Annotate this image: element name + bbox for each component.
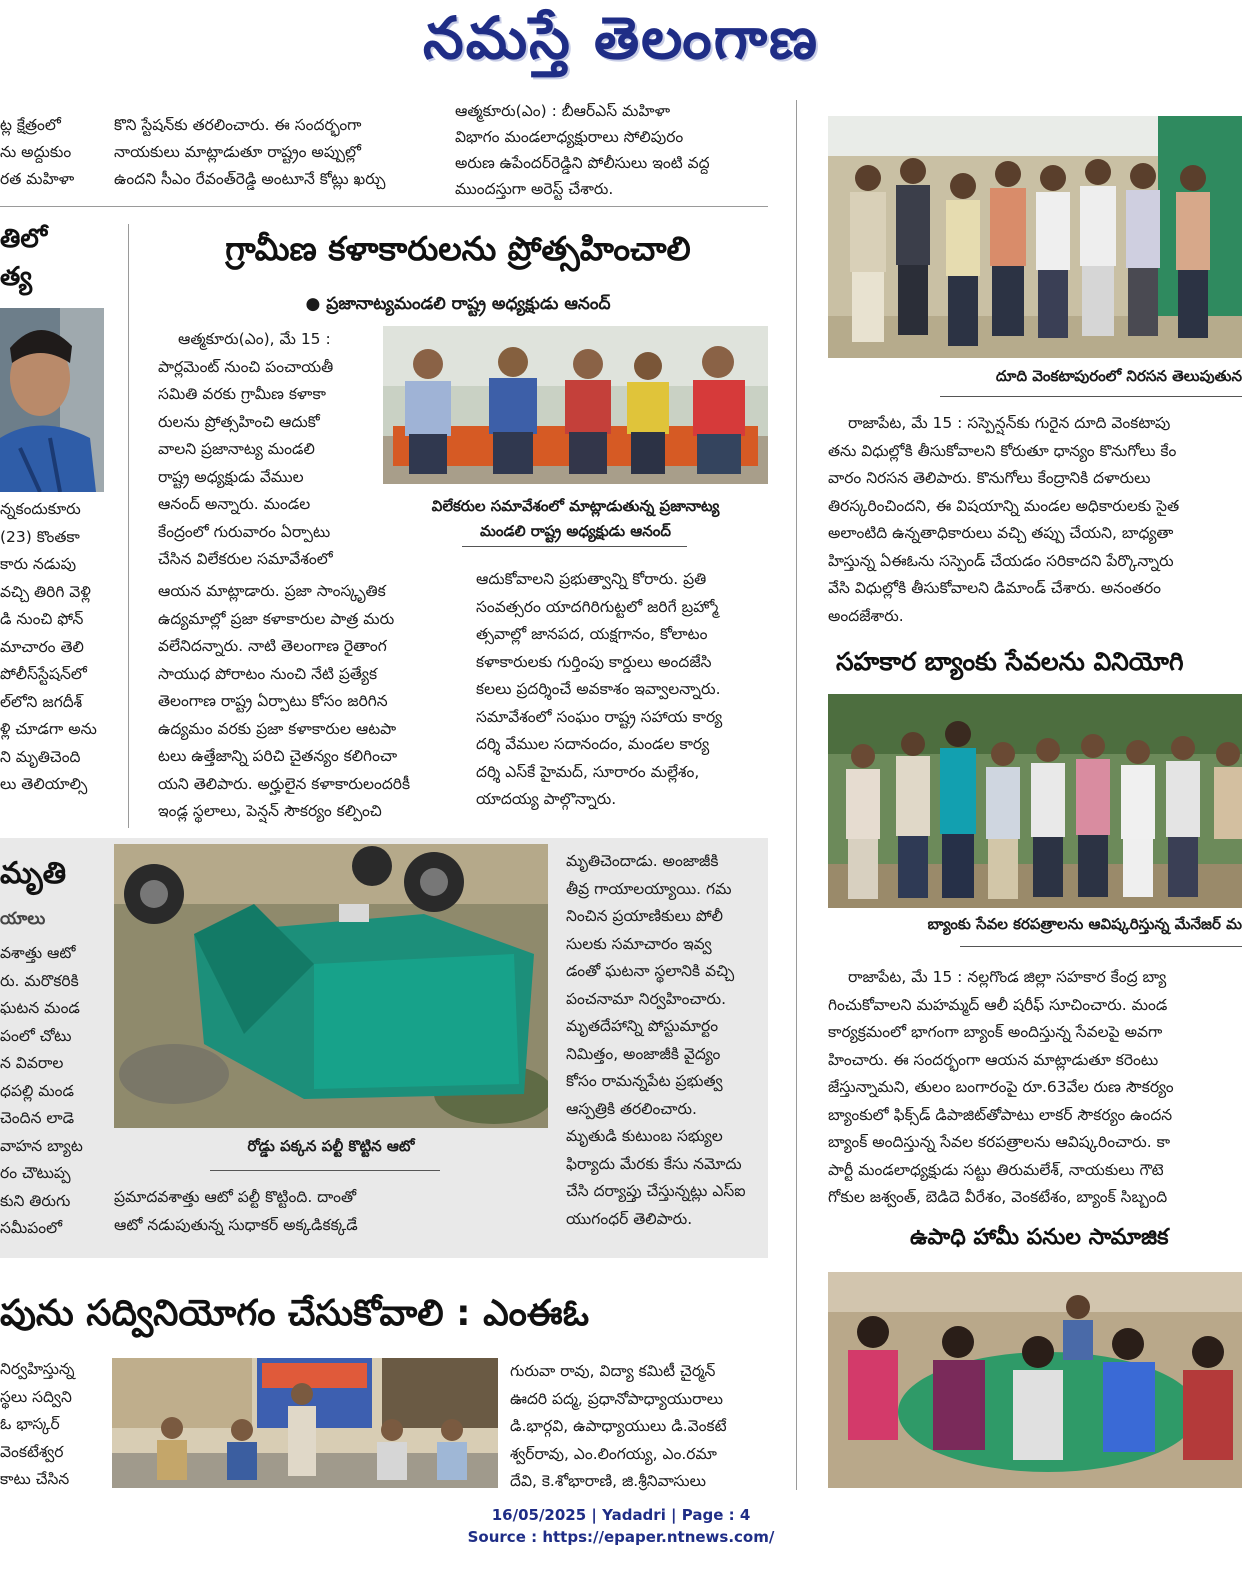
meo-photo-image — [112, 1358, 498, 1488]
text-line: సాయుధ పోరాటం నుంచి నేటి ప్రత్యేక — [158, 664, 378, 683]
left-edge-body — [0, 496, 104, 806]
text-line: ఆదుకోవాలని ప్రభుత్వాన్ని కోరారు. ప్రతి — [476, 570, 707, 588]
text-line: తిరస్కరించిందని, ఈ విషయాన్ని మండల అధికారులకు సైత — [828, 496, 1180, 515]
text-line: ళ్లి చూడగా అను — [0, 720, 97, 738]
meo-photo — [112, 1358, 498, 1488]
text-line: గురువా రావు, విద్యా కమిటీ చైర్మన్ — [510, 1362, 716, 1380]
text-line: అలాంటిది ఉన్నతాధికారులు వచ్చి తప్పు చేయని, బాధ్యతా — [828, 524, 1174, 542]
text-line: దర్శి ఎస్‌కే హైమద్, సూరారం మల్లేశం, — [476, 762, 700, 781]
bank-photo-image — [828, 694, 1242, 908]
text-line: వాలని ప్రజానాట్య మండలి — [158, 440, 315, 458]
column-rule — [796, 100, 797, 1490]
text-line: విభాగం మండలాధ్యక్షురాలు సోలిపురం — [455, 128, 684, 146]
text-line: చేసి దర్యాప్తు చేస్తున్నట్లు ఎస్ఐ — [566, 1182, 746, 1200]
text-line: హించారు. ఈ సందర్భంగా ఆయన మాట్లాడుతూ కరెంటు — [828, 1050, 1159, 1069]
artists-photo-caption — [383, 494, 768, 544]
text-line: మృతుడి కుటుంబ సభ్యుల — [566, 1127, 723, 1145]
accident-subhead: యాలు — [0, 909, 46, 929]
top-strip-right — [455, 98, 767, 202]
text-line: రత మహిళా — [0, 170, 75, 188]
caption-rule — [940, 396, 1242, 397]
text-line: త్సవాల్లో జానపద, యక్షగానం, కోలాటం — [476, 625, 708, 643]
text-line: గించుకోవాలని మహమ్మద్ ఆలీ షరీఫ్ సూచించారు. మండ — [828, 995, 1168, 1014]
text-line: పంచనామా నిర్వహించారు. — [566, 989, 727, 1008]
footer-edition: 16/05/2025 | Yadadri | Page : 4 — [491, 1506, 751, 1524]
text-line: ని మృతిచెంది — [0, 747, 81, 766]
text-line: వేసి విధుల్లోకి తీసుకోవాలని డిమాండ్ చేశారు. అనంతరం — [828, 579, 1162, 597]
text-line: ను అద్దుకుం — [0, 143, 72, 161]
text-line: ఆత్మకూరు(ఎం), మే 15 : — [178, 330, 331, 348]
text-line: చెందిన లాడె — [0, 1109, 75, 1127]
text-line: వచ్చి తిరిగి వెళ్లి — [0, 582, 91, 601]
text-line: ఉద్యమాల్లో ప్రజా కళాకారుల పాత్ర మరు — [158, 609, 395, 628]
accident-right-body — [566, 848, 758, 1244]
text-line: ఇండ్ల స్థలాలు, పెన్షన్ సౌకర్యం కల్పించి — [158, 802, 382, 820]
text-line: తెలంగాణ రాష్ట్ర ఏర్పాటు కోసం జరిగిన — [158, 692, 388, 710]
text-line: బ్యాంక్ అందిస్తున్న సేవల కరపత్రాలను ఆవిష్కరించారు. కా — [828, 1133, 1171, 1151]
headline-line: తిలో — [0, 224, 48, 254]
top-strip-middle — [114, 112, 434, 196]
accident-photo-image — [114, 844, 548, 1128]
text-line: డంతో ఘటనా స్థలానికి వచ్చి — [566, 962, 735, 980]
protest-caption: దూది వెంకటాపురంలో నిరసన తెలుపుతున — [995, 367, 1242, 385]
text-line: తీవ్ర గాయాలయ్యాయి. గమ — [566, 879, 732, 898]
text-line: హిస్తున్న ఏఈఓను సస్పెండ్ చేయడం సరికాదని పేర్కొన్నారు — [828, 551, 1174, 570]
text-line: సమీపంలో — [0, 1219, 63, 1237]
text-line: పోలీస్‌స్టేషన్‌లో — [0, 665, 87, 683]
text-line: కోసం రామన్నపేట ప్రభుత్వ — [566, 1072, 723, 1090]
text-line: ఘటన మండ — [0, 999, 80, 1017]
accident-headline: మృతి — [0, 856, 67, 891]
text-line: యాదయ్య పాల్గొన్నారు. — [476, 790, 617, 808]
top-strip-left — [0, 112, 92, 196]
left-edge-headline — [0, 220, 100, 300]
accident-photo — [114, 844, 548, 1128]
artists-photo — [383, 326, 768, 484]
text-line: సంవత్సరం యాదగిరిగుట్టలో జరిగే బ్రహ్మో — [476, 597, 719, 616]
accident-photo-caption: రోడ్డు పక్కన పల్టీ కొట్టిన ఆటో — [247, 1137, 415, 1155]
text-line: పార్లమెంట్ నుంచి పంచాయతీ — [158, 357, 334, 376]
text-line: సమితి వరకు గ్రామీణ కళాకా — [158, 385, 326, 403]
text-line: వాహన బ్యాట — [0, 1136, 83, 1155]
text-line: వారం నిరసన తెలిపారు. కొనుగోలు కేంద్రానికి దళారులు — [828, 469, 1151, 487]
text-line: ఆయన మాట్లాడారు. ప్రజా సాంస్కృతిక — [158, 582, 386, 600]
text-line: (23) కొంతకా — [0, 527, 80, 546]
bullet-icon: ● — [305, 294, 327, 314]
caption-rule — [462, 546, 687, 547]
caption-line: విలేకరుల సమావేశంలో మాట్లాడుతున్న ప్రజానాట్య — [431, 497, 720, 515]
column-rule — [128, 224, 129, 828]
bank-body — [828, 964, 1242, 1214]
masthead — [0, 0, 1242, 100]
text-line: బ్యాంకులో ఫిక్స్‌డ్ డిపాజిట్‌తోపాటు లాకర్ సౌకర్యం ఉందన — [828, 1105, 1173, 1124]
text-line: కార్యక్రమంలో భాగంగా బ్యాంక్ అందిస్తున్న సేవలపై అవగా — [828, 1023, 1163, 1041]
protest-photo — [828, 116, 1242, 358]
text-line: ఆత్మకూరు(ఎం) : బీఆర్ఎస్ మహిళా — [455, 102, 671, 120]
accident-left-body — [0, 940, 92, 1246]
text-line: ల్‌లోని జగదీశ్ — [0, 692, 83, 711]
text-line: వెంకటేశ్వర — [0, 1442, 64, 1461]
text-line: ఉందని సీఎం రేవంత్‌రెడ్డి అంటూనే కోట్లు ఖర్చు — [114, 170, 386, 188]
text-line: డి నుంచి ఫోన్ — [0, 610, 84, 628]
text-line: పార్టీ మండలాధ్యక్షుడు సట్టు తిరుమలేశ్, నాయకులు గౌటె — [828, 1160, 1164, 1179]
text-line: మృతిచెందాడు. అంజాజీకి — [566, 852, 719, 870]
text-line: దర్శి వేముల సదానందం, మండల కార్య — [476, 735, 710, 753]
text-line: రాష్ట్ర అధ్యక్షుడు వేముల — [158, 467, 304, 486]
text-line: పంలో చోటు — [0, 1026, 72, 1045]
text-line: రాజాపేట, మే 15 : నల్లగొండ జిల్లా సహకార కేంద్ర బ్యా — [848, 968, 1167, 986]
protest-body — [828, 410, 1242, 632]
upadhi-headline: ఉపాధి హామీ పనుల సామాజిక — [910, 1225, 1169, 1250]
text-line: కాటు చేసిన — [0, 1470, 70, 1488]
text-line: న వివరాల — [0, 1054, 64, 1072]
masthead-logo: నమస్తే తెలంగాణ — [423, 4, 819, 72]
text-line: న్నకందుకూరు — [0, 500, 81, 518]
text-line: రు. మరొకరికి — [0, 971, 79, 990]
text-line: సమావేశంలో సంఘం రాష్ట్ర సహాయ కార్య — [476, 707, 723, 726]
text-line: నిర్వహిస్తున్న — [0, 1360, 75, 1378]
artists-dateline — [158, 326, 368, 576]
text-line: టలు ఉత్తేజాన్ని పరిచి చైతన్యం కలిగించా — [158, 747, 398, 765]
text-line: జేస్తున్నామని, తులం బంగారంపై రూ.63వేల రుణ సౌకర్యం — [828, 1078, 1174, 1096]
text-line: యుగంధర్ తెలిపారు. — [566, 1209, 693, 1228]
text-line: అరుణ ఉపేందర్‌రెడ్డిని పోలీసులు ఇంటి వద్ద — [455, 154, 710, 172]
text-line: కళాకారులకు గుర్తింపు కార్డులు అందజేసి — [476, 652, 712, 671]
artists-body — [158, 578, 448, 830]
upadhi-photo-image — [828, 1272, 1242, 1488]
divider — [0, 206, 768, 207]
artists-photo-image — [383, 326, 768, 484]
text-line: ఫిర్యాదు మేరకు కేసు నమోదు — [566, 1154, 742, 1173]
text-line: లు తెలియాల్సి — [0, 775, 88, 793]
portrait-photo — [0, 308, 104, 492]
upadhi-photo — [828, 1272, 1242, 1488]
footer — [0, 1504, 1242, 1548]
meo-right-body — [510, 1358, 768, 1494]
bank-headline: సహకార బ్యాంకు సేవలను వినియోగి — [836, 647, 1184, 676]
artists-subhead — [150, 290, 766, 318]
portrait-photo-image — [0, 308, 104, 492]
text-line: ట్ల క్షేత్రంలో — [0, 116, 61, 134]
text-line: కుని తిరుగు — [0, 1191, 71, 1210]
text-line: దేవి, కె.శోభారాణి, జి.శ్రీనివాసులు — [510, 1472, 707, 1490]
meo-headline: పును సద్వినియోగం చేసుకోవాలి : ఎంఈఓ — [0, 1293, 590, 1334]
text-line: యని తెలిపారు. అర్హులైన కళాకారులందరికీ — [158, 774, 411, 793]
text-line: శ్వర్‌రావు, ఎం.లింగయ్య, ఎం.రమా — [510, 1444, 717, 1463]
protest-photo-image — [828, 116, 1242, 358]
text-line: రులను ప్రోత్సహించి ఆదుకో — [158, 412, 320, 431]
headline-line: త్య — [0, 262, 33, 292]
subhead-text: ప్రజానాట్యమండలి రాష్ట్ర అధ్యక్షుడు ఆనంద్ — [326, 294, 611, 314]
text-line: నాయకులు మాట్లాడుతూ రాష్ట్రం అప్పుల్లో — [114, 143, 362, 161]
footer-source-link[interactable]: Source : https://epaper.ntnews.com/ — [467, 1528, 775, 1546]
meo-left-body — [0, 1356, 90, 1492]
text-line: మృతదేహాన్ని పోస్టుమార్టం — [566, 1017, 719, 1035]
text-line: కలలు ప్రదర్శించే అవకాశం ఇవ్వాలన్నారు. — [476, 680, 721, 698]
text-line: కేంద్రంలో గురువారం ఏర్పాటు — [158, 522, 331, 541]
artists-headline: గ్రామీణ కళాకారులను ప్రోత్సహించాలి — [225, 229, 691, 268]
caption-rule — [960, 946, 1242, 947]
text-line: గోకుల జశ్వంత్, బెడిదె వీరేశం, వెంకటేశం, బ్యాంక్ సిబ్బంది — [828, 1188, 1168, 1206]
text-line: చేసిన విలేకరుల సమావేశంలో — [158, 550, 333, 568]
text-line: తను విధుల్లోకి తీసుకోవాలని కోరుతూ ధాన్యం కొనుగోలు కేం — [828, 441, 1177, 460]
text-line: ఆటో నడుపుతున్న సుధాకర్ అక్కడికక్కడే — [114, 1215, 358, 1234]
text-line: వశాత్తు ఆటో — [0, 944, 76, 962]
text-line: మాచారం తెలి — [0, 637, 84, 656]
text-line: ఆస్పత్రికి తరలించారు. — [566, 1099, 697, 1118]
bank-photo — [828, 694, 1242, 908]
text-line: నిమిత్తం, అంజాజీకి వైద్యం — [566, 1044, 721, 1063]
bank-caption: బ్యాంకు సేవల కరపత్రాలను ఆవిష్కరిస్తున్న మేనేజర్ మ — [927, 915, 1242, 933]
text-line: కొని స్టేషన్‌కు తరలించారు. ఈ సందర్భంగా — [114, 116, 362, 134]
text-line: నించిన ప్రయాణికులు పోలీ — [566, 907, 724, 925]
text-line: ఊదరి పద్మ, ప్రధానోపాధ్యాయురాలు — [510, 1389, 724, 1408]
text-line: ధపల్లి మండ — [0, 1081, 74, 1100]
text-line: కారు నడుపు — [0, 555, 77, 573]
text-line: రం చౌటుప్ప — [0, 1164, 71, 1182]
text-line: ఆనంద్ అన్నారు. మండల — [158, 495, 311, 513]
caption-line: మండలి రాష్ట్ర అధ్యక్షుడు ఆనంద్ — [480, 522, 671, 540]
text-line: సులకు సమాచారం ఇవ్వ — [566, 934, 712, 953]
text-line: డి.భార్గవి, ఉపాధ్యాయులు డి.వెంకటే — [510, 1417, 727, 1435]
text-line: రాజాపేట, మే 15 : సస్పెన్షన్‌కు గురైన దూది వెంకటాపు — [848, 414, 1171, 432]
artists-body-right — [476, 566, 768, 818]
text-line: ముందస్తుగా అరెస్ట్ చేశారు. — [455, 180, 614, 198]
text-line: ప్రమాదవశాత్తు ఆటో పల్టీ కొట్టింది. దాంతో — [114, 1188, 357, 1206]
accident-below-body — [114, 1184, 432, 1244]
caption-rule — [210, 1170, 440, 1171]
text-line: ఉద్యమం వరకు ప్రజా కళాకారుల ఆటపా — [158, 719, 397, 738]
text-line: అందజేశారు. — [828, 606, 904, 625]
text-line: ఓ భాస్కర్ — [0, 1415, 60, 1433]
text-line: వలేనిదన్నారు. నాటి తెలంగాణ రైతాంగ — [158, 637, 387, 655]
text-line: స్థలు సద్విని — [0, 1387, 72, 1406]
